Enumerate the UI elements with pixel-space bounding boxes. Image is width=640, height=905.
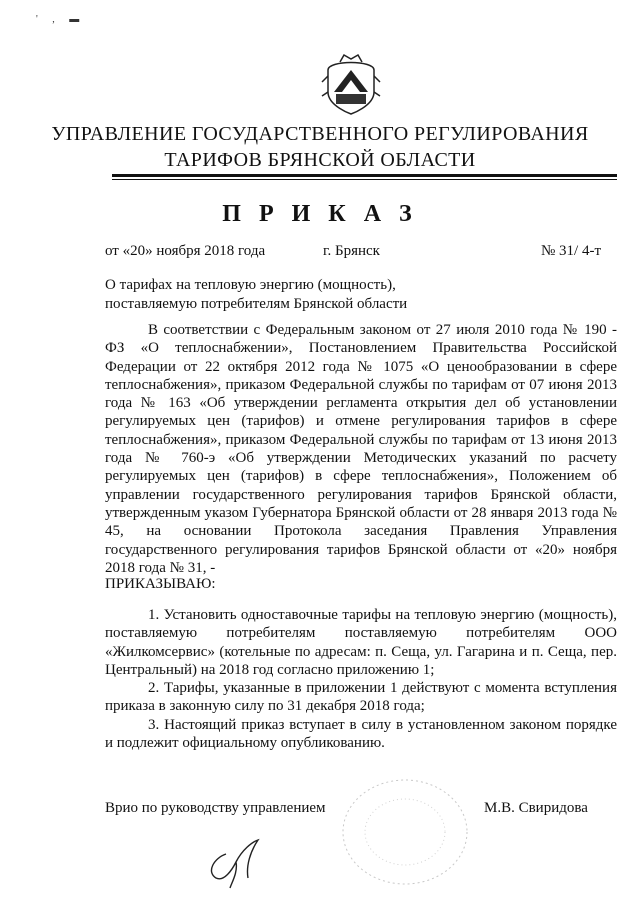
document-city: г. Брянск: [323, 243, 380, 259]
signatory-name: М.В. Свиридова: [484, 800, 588, 816]
org-name-line-2: ТАРИФОВ БРЯНСКОЙ ОБЛАСТИ: [164, 149, 476, 171]
document-title: П Р И К А З: [222, 201, 418, 227]
org-name-line-1: УПРАВЛЕНИЕ ГОСУДАРСТВЕННОГО РЕГУЛИРОВАНИЯ: [51, 123, 589, 145]
handwritten-signature: [196, 832, 276, 892]
header-rule-thick: [112, 174, 617, 177]
order-item-2: 2. Тарифы, указанные в приложении 1 действуют с момента вступления приказа в законную силу по 31 декабря 2018 года;: [105, 680, 617, 715]
coat-of-arms-icon: [318, 52, 384, 118]
document-date: от «20» ноября 2018 года: [105, 243, 266, 259]
order-item-3: 3. Настоящий приказ вступает в силу в установленном законом порядке и подлежит официальному опубликованию.: [105, 716, 617, 752]
order-word: ПРИКАЗЫВАЮ:: [105, 576, 216, 592]
preamble-paragraph: В соответствии с Федеральным законом от 27 июля 2010 года № 190 - ФЗ «О теплоснабжении», Постановлением Правительства Российской Федерации от 22 октября 2012 года № 1075 «О ценообразовании в сфере теплоснабжения», приказом Федеральной службы по тарифам от 07 июня 2013 года № 163 «Об утверждении регламента открытия дел об установлении регулируемых цен (тарифов) и отмене регулирования тарифов в сфере теплоснабжения», приказом Федеральной службы по тарифам от 13 июня 2013 года № 760-э «Об утверждении Методических указаний по расчету регулируемых цен (тарифов) в сфере теплоснабжения», Положением об управлении государственного регулирования тарифов Брянской области, утвержденным указом Губернатора Брянской области от 28 января 2013 года № 45, на основании Протокола заседания Правления Управления государственного регулирования тарифов Брянской области от «20» ноября 2018 года № 31, -: [105, 322, 617, 576]
subject-line-1: О тарифах на тепловую энергию (мощность),: [105, 277, 396, 293]
subject-line-2: поставляемую потребителям Брянской области: [105, 296, 408, 312]
scan-marks: ' , ▬: [36, 14, 86, 25]
order-item-1: 1. Установить одноставочные тарифы на тепловую энергию (мощность), поставляемую потребителям поставляемую потребителям ООО «Жилкомсервис» (котельные по адресам: п. Сеща, ул. Гагарина и п. Сеща, пер. Центральный) на 2018 год согласно приложению 1;: [105, 607, 617, 678]
official-stamp: [335, 772, 475, 892]
order-items: [105, 606, 617, 752]
signatory-position: Врио по руководству управлением: [105, 800, 326, 816]
document-number: № 31/ 4-т: [541, 243, 602, 259]
document-subject: [105, 276, 407, 314]
header-rule-thin: [112, 179, 617, 180]
